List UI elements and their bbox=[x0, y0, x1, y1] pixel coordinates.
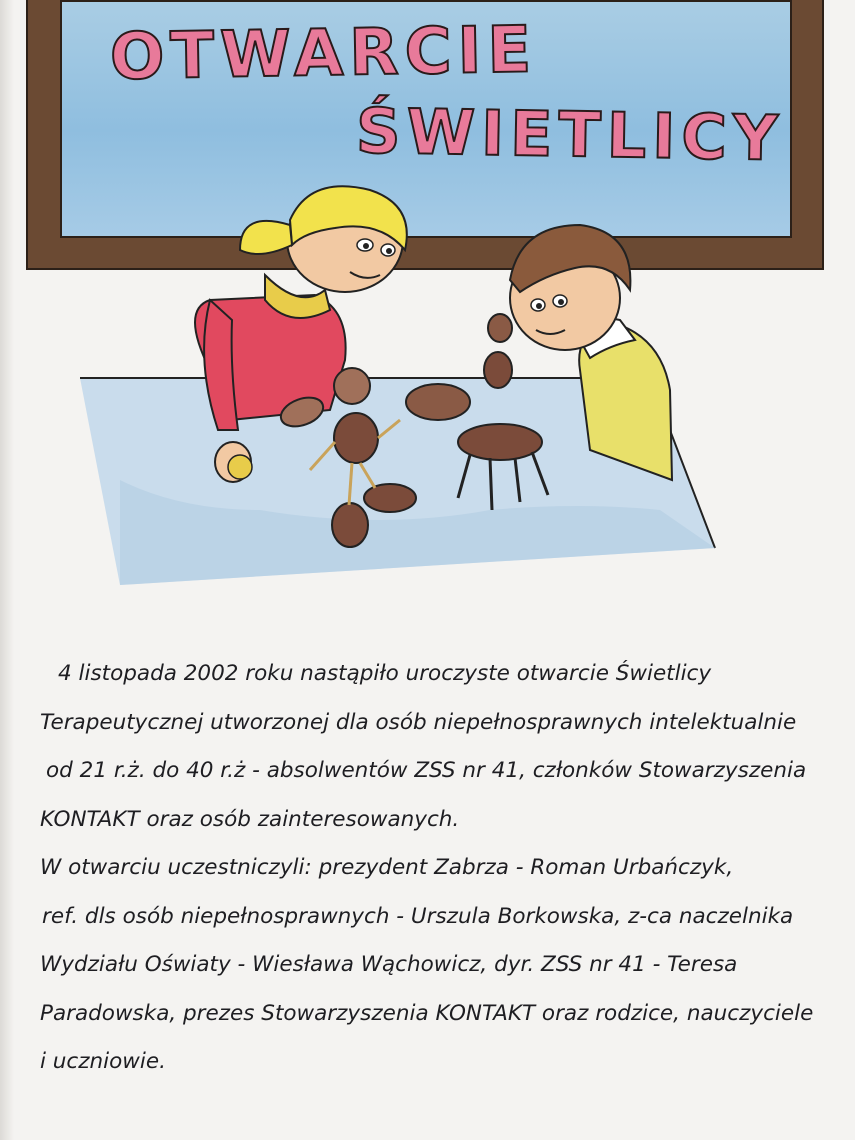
text-line: KONTAKT oraz osób zainteresowanych. bbox=[40, 806, 460, 832]
text-line: od 21 r.ż. do 40 r.ż - absolwentów ZSS nr 41, członków Stowarzyszenia bbox=[46, 758, 807, 783]
text-line: 4 listopada 2002 roku nastąpiło uroczyste otwarcie Świetlicy bbox=[58, 661, 712, 686]
title-line-2: ŚWIETLICY bbox=[355, 94, 785, 175]
text-line: i uczniowie. bbox=[40, 1049, 166, 1074]
body-text bbox=[40, 650, 814, 1087]
text-line: W otwarciu uczestniczyli: prezydent Zabrza - Roman Urbańczyk, bbox=[40, 855, 734, 880]
text-line: Paradowska, prezes Stowarzyszenia KONTAKT oraz rodzice, nauczyciele bbox=[40, 1000, 814, 1026]
text-line: Wydziału Oświaty - Wiesława Wąchowicz, dyr. ZSS nr 41 - Teresa bbox=[40, 952, 738, 977]
page-fold-shadow bbox=[0, 0, 14, 1140]
title-line-1: OTWARCIE bbox=[109, 13, 538, 95]
girl-and-boy-making-chestnut-figures-icon bbox=[60, 180, 740, 600]
text-line: Terapeutycznej utworzonej dla osób niepełnosprawnych intelektualnie bbox=[40, 709, 797, 735]
text-line: ref. dls osób niepełnosprawnych - Urszula Borkowska, z-ca naczelnika bbox=[42, 903, 794, 929]
